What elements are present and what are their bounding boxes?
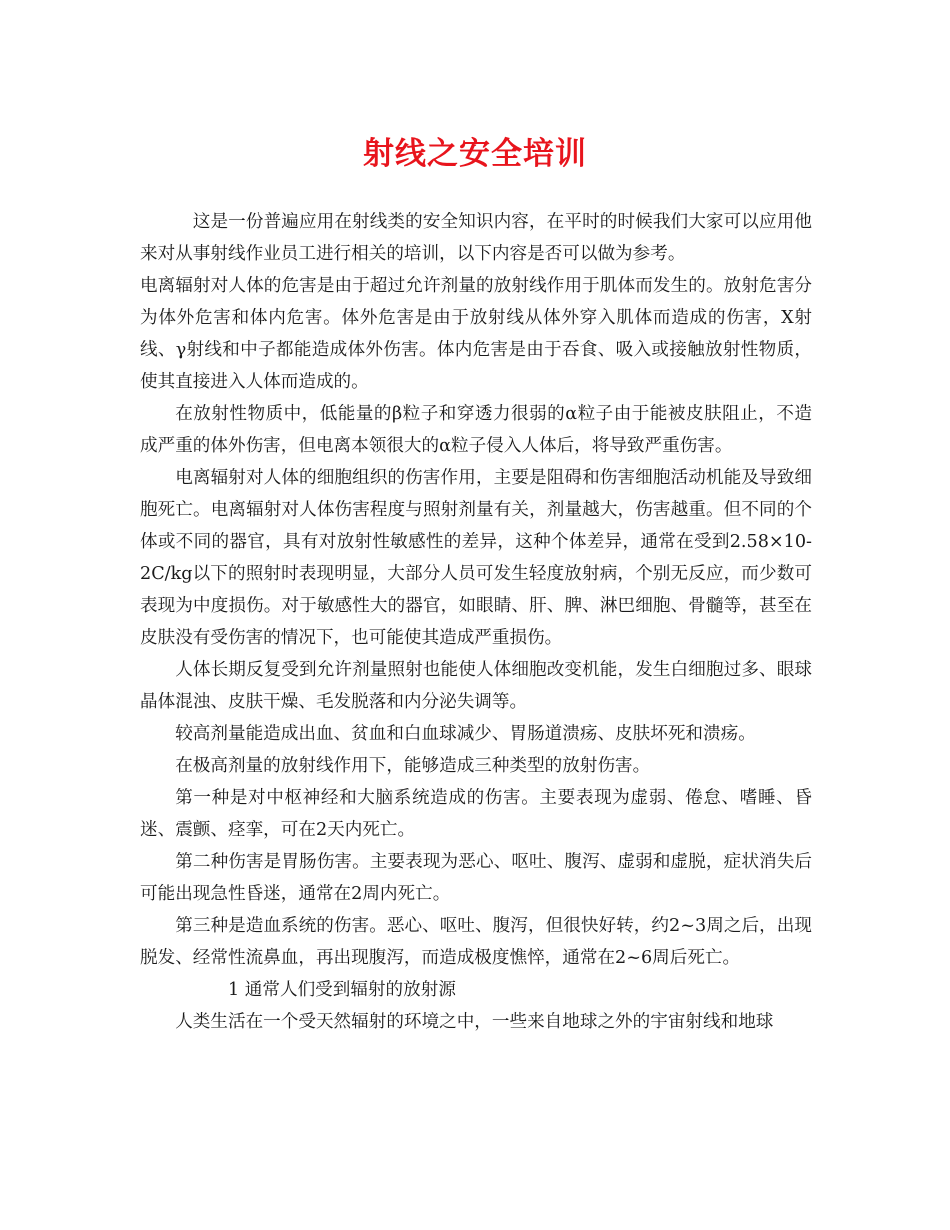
- paragraph-type-two: 第二种伤害是胃肠伤害。主要表现为恶心、呕吐、腹泻、虚弱和虚脱，症状消失后可能出现急性昏迷，通常在2周内死亡。: [140, 852, 812, 904]
- paragraph-type-one: 第一种是对中枢神经和大脑系统造成的伤害。主要表现为虚弱、倦怠、嗜睡、昏迷、震颤、痉挛，可在2天内死亡。: [140, 788, 812, 840]
- paragraph-harm-overview: 电离辐射对人体的危害是由于超过允许剂量的放射线作用于肌体而发生的。放射危害分为体外危害和体内危害。体外危害是由于放射线从体外穿入肌体而造成的伤害，X射线、γ射线和中子都能造成体外伤害。体内危害是由于吞食、吸入或接触放射性物质，使其直接进入人体而造成的。: [140, 276, 812, 392]
- paragraph-long-term: 人体长期反复受到允许剂量照射也能使人体细胞改变机能，发生白细胞过多、眼球晶体混浊、皮肤干燥、毛发脱落和内分泌失调等。: [140, 660, 812, 712]
- paragraph-natural-radiation: 人类生活在一个受天然辐射的环境之中，一些来自地球之外的宇宙射线和地球: [175, 1012, 774, 1032]
- intro-paragraph: 这是一份普遍应用在射线类的安全知识内容，在平时的时候我们大家可以应用他来对从事射线作业员工进行相关的培训，以下内容是否可以做为参考。: [140, 212, 812, 264]
- paragraph-particles: 在放射性物质中，低能量的β粒子和穿透力很弱的α粒子由于能被皮肤阻止，不造成严重的体外伤害，但电离本领很大的α粒子侵入人体后，将导致严重伤害。: [140, 404, 812, 456]
- document-body: [140, 206, 812, 1038]
- section-heading: 1 通常人们受到辐射的放射源: [228, 980, 456, 1000]
- paragraph-high-dose: 较高剂量能造成出血、贫血和白血球减少、胃肠道溃疡、皮肤坏死和溃疡。: [175, 724, 756, 744]
- paragraph-type-three: 第三种是造血系统的伤害。恶心、呕吐、腹泻，但很快好转，约2~3周之后，出现脱发、经常性流鼻血，再出现腹泻，而造成极度憔悴，通常在2~6周后死亡。: [140, 916, 812, 968]
- paragraph-cell-damage: 电离辐射对人体的细胞组织的伤害作用，主要是阻碍和伤害细胞活动机能及导致细胞死亡。电离辐射对人体伤害程度与照射剂量有关，剂量越大，伤害越重。但不同的个体或不同的器官，具有对放射性敏感性的差异，这种个体差异，通常在受到2.58×10-2C/kg以下的照射时表现明显，大部分人员可发生轻度放射病，个别无反应，而少数可表现为中度损伤。对于敏感性大的器官，如眼睛、肝、脾、淋巴细胞、骨髓等，甚至在皮肤没有受伤害的情况下，也可能使其造成严重损伤。: [140, 468, 812, 648]
- document-title: 射线之安全培训: [363, 136, 587, 172]
- paragraph-three-types: 在极高剂量的放射线作用下，能够造成三种类型的放射伤害。: [175, 756, 651, 776]
